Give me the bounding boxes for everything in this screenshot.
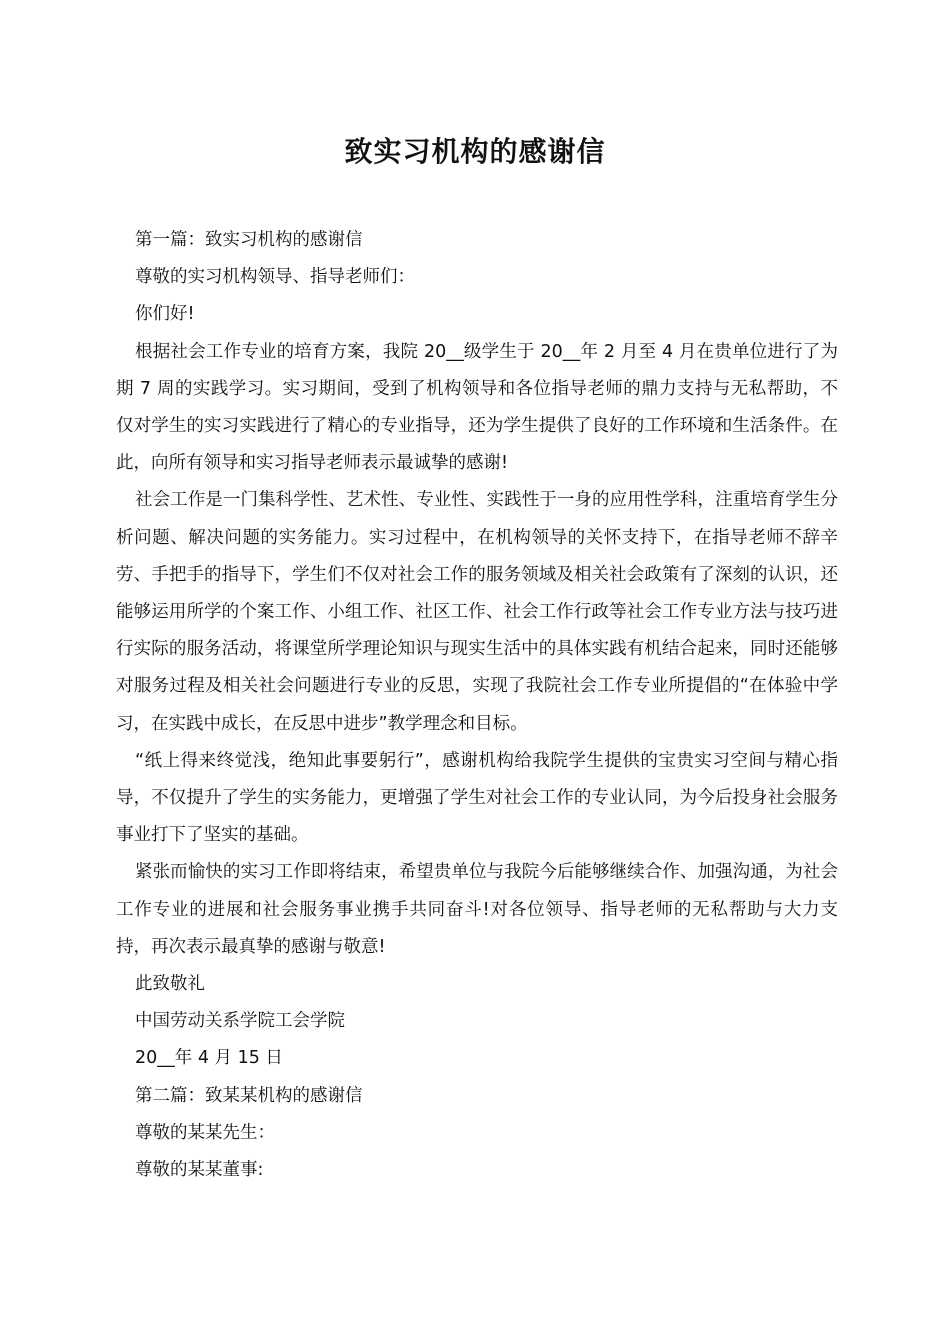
body-paragraph-1: 根据社会工作专业的培育方案，我院 20__级学生于 20__年 2 月至 4 月在贵单位进行了为期 7 周的实践学习。实习期间，受到了机构领导和各位指导老师的鼎力支持与无私帮助，不仅对学生的实习实践进行了精心的专业指导，还为学生提供了良好的工作环境和生活条件。在此，向所有领导和实习指导老师表示最诚挚的感谢! <box>116 341 838 474</box>
salutation-1: 尊敬的实习机构领导、指导老师们： <box>135 267 415 288</box>
section-heading-2: 第二篇：致某某机构的感谢信 <box>135 1085 363 1106</box>
document-title: 致实习机构的感谢信 <box>344 135 606 168</box>
closing: 此致敬礼 <box>135 974 205 995</box>
document-body <box>116 222 838 1189</box>
greeting: 你们好! <box>135 304 195 325</box>
section-heading-1: 第一篇：致实习机构的感谢信 <box>135 230 363 250</box>
salutation-3: 尊敬的某某董事: <box>135 1160 264 1181</box>
salutation-2: 尊敬的某某先生： <box>135 1122 275 1143</box>
body-paragraph-4: 紧张而愉快的实习工作即将结束，希望贵单位与我院今后能够继续合作、加强沟通，为社会工作专业的进展和社会服务事业携手共同奋斗!对各位领导、指导老师的无私帮助与大力支持，再次表示最真挚的感谢与敬意! <box>116 862 838 957</box>
signature: 中国劳动关系学院工会学院 <box>135 1011 345 1032</box>
date: 20__年 4 月 15 日 <box>135 1048 283 1069</box>
body-paragraph-2: 社会工作是一门集科学性、艺术性、专业性、实践性于一身的应用性学科，注重培育学生分析问题、解决问题的实务能力。实习过程中，在机构领导的关怀支持下，在指导老师不辞辛劳、手把手的指导下，学生们不仅对社会工作的服务领域及相关社会政策有了深刻的认识，还能够运用所学的个案工作、小组工作、社区工作、社会工作行政等社会工作专业方法与技巧进行实际的服务活动，将课堂所学理论知识与现实生活中的具体实践有机结合起来，同时还能够对服务过程及相关社会问题进行专业的反思，实现了我院社会工作专业所提倡的“在体验中学习，在实践中成长，在反思中进步”教学理念和目标。 <box>116 490 838 734</box>
body-paragraph-3: “纸上得来终觉浅，绝知此事要躬行”，感谢机构给我院学生提供的宝贵实习空间与精心指导，不仅提升了学生的实务能力，更增强了学生对社会工作的专业认同，为今后投身社会服务事业打下了坚实的基础。 <box>116 750 838 846</box>
